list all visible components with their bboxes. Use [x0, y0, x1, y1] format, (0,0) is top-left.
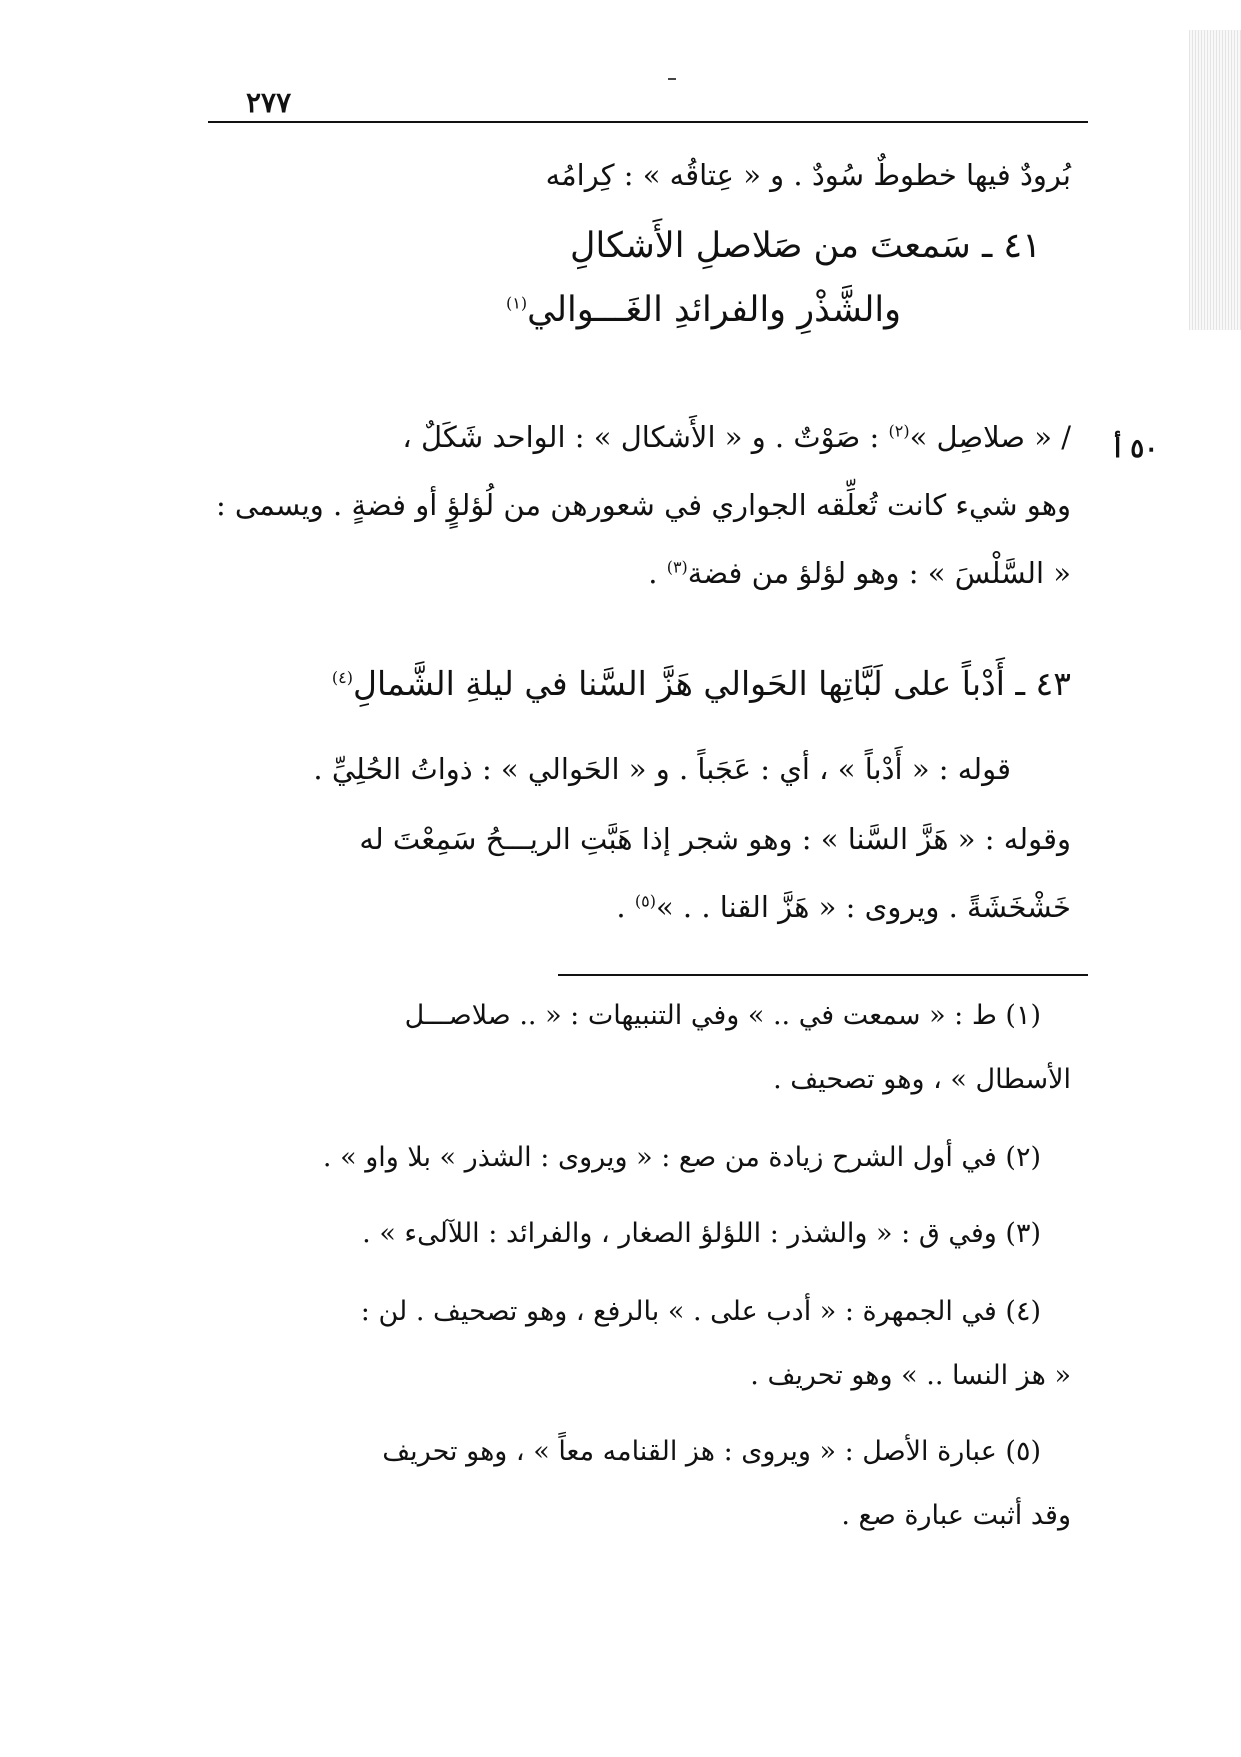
footnote-1-line-1: (١) ط : « سمعت في .. » وفي التنبيهات : « .. صلاصـــل: [404, 1000, 1041, 1031]
header-rule: [208, 121, 1088, 123]
gloss-line-4: قوله : « أَدْباً » ، أي : عَجَباً . و « الحَوالي » : ذواتُ الحُلِيِّ .: [313, 752, 1011, 786]
footnote-ref-5: (٥): [634, 891, 656, 911]
verse-43-text: ٤٣ ـ أَدْباً على لَبَّاتِها الحَوالي هَزَّ السَّنا في ليلةِ الشَّمالِ: [352, 664, 1071, 703]
gloss-line-1: [171, 420, 1071, 454]
verse-41-second-hemistich: [506, 290, 901, 330]
verse-41-first-hemistich: ٤١ ـ سَمعتَ من صَلاصلِ الأَشكالِ: [570, 226, 1041, 266]
footnote-1-line-2: الأسطال » ، وهو تصحيف .: [773, 1064, 1071, 1095]
footnote-2: (٢) في أول الشرح زيادة من صع : « ويروى : الشذر » بلا واو » .: [322, 1142, 1041, 1173]
footnote-5-line-1: (٥) عبارة الأصل : « ويروى : هز القنامه معاً » ، وهو تحريف: [382, 1436, 1041, 1467]
gloss-line-2: وهو شيء كانت تُعلِّقه الجواري في شعورهن من لُؤلؤٍ أو فضةٍ . ويسمى :: [215, 488, 1071, 522]
footnote-ref-2: (٢): [888, 421, 910, 441]
footnote-ref-1: (١): [506, 293, 528, 313]
footnote-5-line-2: وقد أثبت عبارة صع .: [841, 1500, 1071, 1531]
scan-mark: [668, 78, 676, 80]
gloss-line-1-part2: : صَوْتٌ . و « الأَشكال » : الواحد شَكَلٌ ،: [402, 420, 880, 454]
footnote-separator: [558, 974, 1088, 976]
gloss-line-6: [171, 890, 1071, 924]
page-number: ٢٧٧: [246, 86, 292, 119]
footnote-ref-3: (٣): [666, 557, 688, 577]
footnote-4-line-1: (٤) في الجمهرة : « أدب على . » بالرفع ، وهو تصحيف . لن :: [360, 1296, 1041, 1327]
footnote-3: (٣) وفي ق : « والشذر : اللؤلؤ الصغار ، والفرائد : اللآلىء » .: [362, 1218, 1041, 1249]
gloss-line-3: [171, 556, 1071, 590]
page-edge-shadow: [1189, 30, 1241, 330]
text-line-1: بُرودٌ فيها خطوطٌ سُودٌ . و « عِتاقُه » : كِرامُه: [545, 158, 1071, 192]
footnote-ref-4: (٤): [331, 668, 353, 687]
gloss-line-1-part1: / « صلاصِل »: [909, 420, 1071, 454]
gloss-line-5: وقوله : « هَزَّ السَّنا » : وهو شجر إذا هَبَّتِ الريـــحُ سَمِعْتَ له: [359, 822, 1071, 856]
verse-43: [332, 664, 1071, 703]
margin-folio-note: ٥٠ أ: [1114, 434, 1159, 464]
gloss-line-6-end: .: [616, 890, 626, 924]
gloss-line-3-text: « السَّلْسَ » : وهو لؤلؤ من فضة: [687, 556, 1071, 590]
verse-41-second-text: والشَّذْرِ والفرائدِ الغَـــوالي: [527, 290, 901, 330]
gloss-line-3-end: .: [648, 556, 658, 590]
footnote-4-line-2: « هز النسا .. » وهو تحريف .: [750, 1360, 1071, 1391]
gloss-line-6-text: خَشْخَشَةً . ويروى : « هَزَّ القنا . . »: [655, 890, 1071, 924]
